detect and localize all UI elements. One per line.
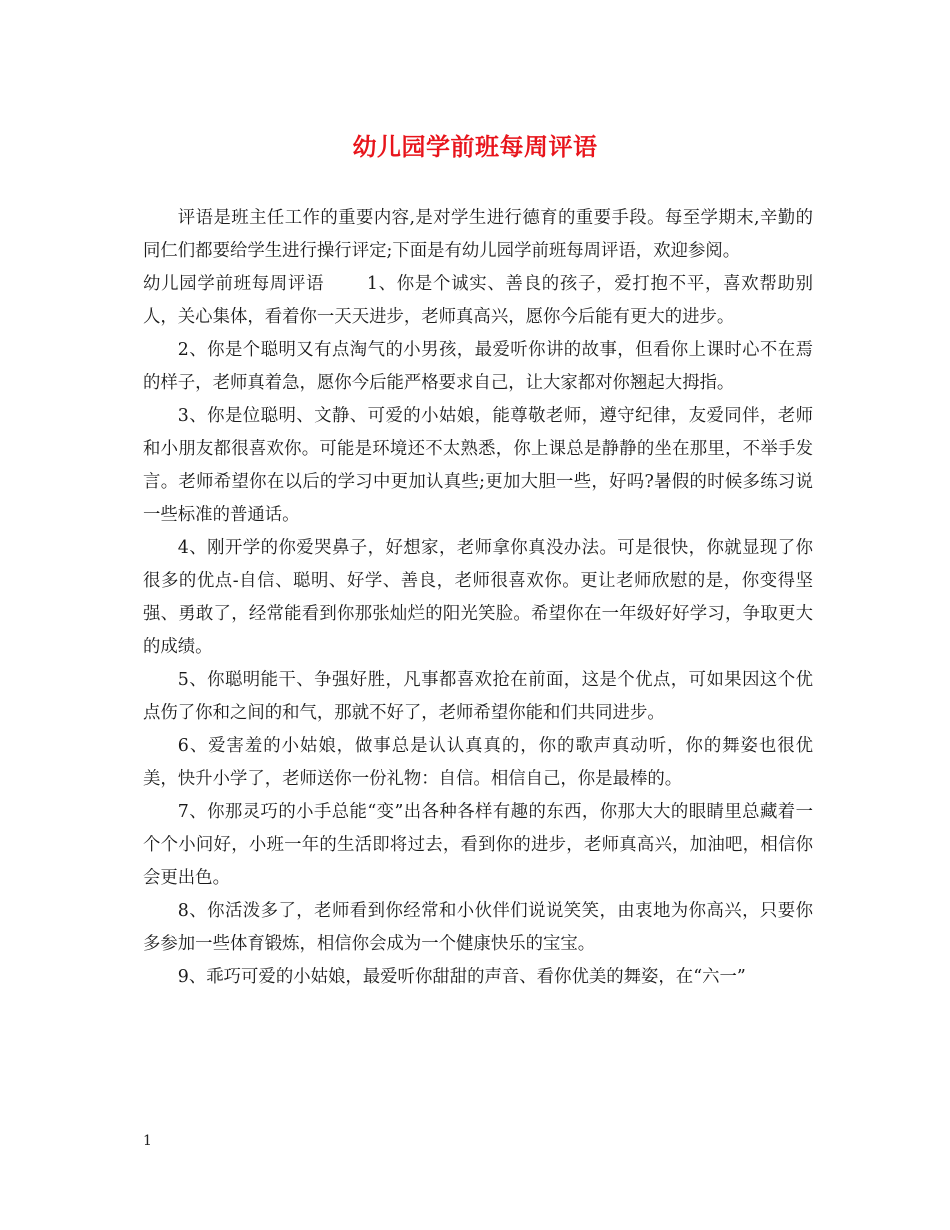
document-body bbox=[143, 202, 813, 994]
comment-paragraph-5: 5、你聪明能干、争强好胜，凡事都喜欢抢在前面，这是个优点，可如果因这个优点伤了你和之间的和气，那就不好了，老师希望你能和们共同进步。 bbox=[143, 670, 813, 723]
comment-paragraph-8: 8、你活泼多了，老师看到你经常和小伙伴们说说笑笑，由衷地为你高兴，只要你多参加一些体育锻炼，相信你会成为一个健康快乐的宝宝。 bbox=[143, 901, 813, 954]
comment-paragraph-4: 4、刚开学的你爱哭鼻子，好想家，老师拿你真没办法。可是很快，你就显现了你很多的优点-自信、聪明、好学、善良，老师很喜欢你。更让老师欣慰的是，你变得坚强、勇敢了，经常能看到你那张灿烂的阳光笑脸。希望你在一年级好好学习，争取更大的成绩。 bbox=[143, 538, 813, 657]
comment-paragraph-6: 6、爱害羞的小姑娘，做事总是认认真真的，你的歌声真动听，你的舞姿也很优美，快升小学了，老师送你一份礼物：自信。相信自己，你是最棒的。 bbox=[143, 736, 813, 789]
comment-paragraph-7: 7、你那灵巧的小手总能“变”出各种各样有趣的东西，你那大大的眼睛里总藏着一个个小问好，小班一年的生活即将过去，看到你的进步，老师真高兴，加油吧，相信你会更出色。 bbox=[143, 802, 813, 888]
comment-paragraph-1: 幼儿园学前班每周评语 1、你是个诚实、善良的孩子，爱打抱不平，喜欢帮助别人，关心集体，看着你一天天进步，老师真高兴，愿你今后能有更大的进步。 bbox=[143, 274, 813, 327]
document-title: 幼儿园学前班每周评语 bbox=[352, 132, 598, 161]
intro-paragraph: 评语是班主任工作的重要内容,是对学生进行德育的重要手段。每至学期末,辛勤的同仁们都要给学生进行操行评定;下面是有幼儿园学前班每周评语，欢迎参阅。 bbox=[143, 208, 813, 261]
comment-paragraph-9: 9、乖巧可爱的小姑娘，最爱听你甜甜的声音、看你优美的舞姿，在“六一” bbox=[177, 967, 746, 987]
comment-paragraph-3: 3、你是位聪明、文静、可爱的小姑娘，能尊敬老师，遵守纪律，友爱同伴，老师和小朋友都很喜欢你。可能是环境还不太熟悉，你上课总是静静的坐在那里，不举手发言。老师希望你在以后的学习中更加认真些;更加大胆一些，好吗?暑假的时候多练习说一些标准的普通话。 bbox=[143, 406, 813, 525]
comment-paragraph-2: 2、你是个聪明又有点淘气的小男孩，最爱听你讲的故事，但看你上课时心不在焉的样子，老师真着急，愿你今后能严格要求自己，让大家都对你翘起大拇指。 bbox=[143, 340, 813, 393]
page-number: 1 bbox=[143, 1133, 152, 1149]
